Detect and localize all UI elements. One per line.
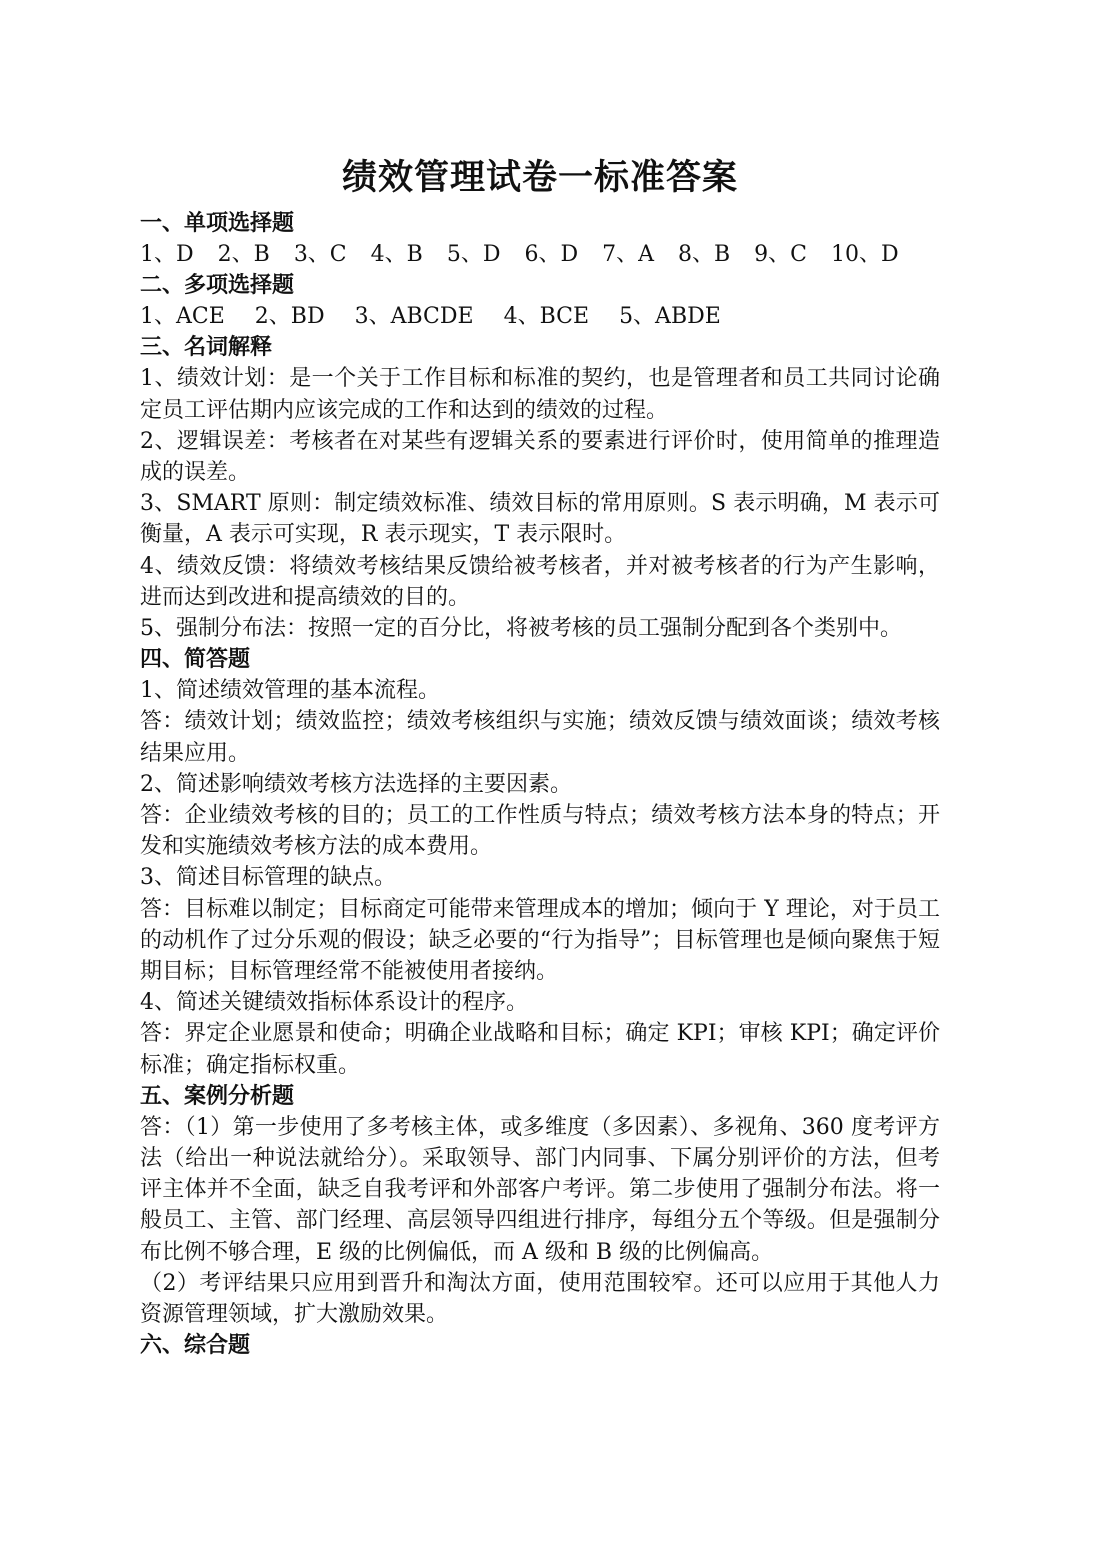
answer-text: 答：企业绩效考核的目的；员工的工作性质与特点；绩效考核方法本身的特点；开发和实施绩效考核方法的成本费用。 [140,803,940,860]
multiple-choice-answers [140,301,940,332]
single-choice-answers [140,239,940,270]
answer-item: 10、D [831,242,899,267]
term-definition: 4、绩效反馈：将绩效考核结果反馈给被考核者，并对被考核者的行为产生影响，进而达到改进和提高绩效的目的。 [140,553,940,610]
answer-item: 1、D [140,242,194,267]
term-definition: 2、逻辑误差：考核者在对某些有逻辑关系的要素进行评价时，使用简单的推理造成的误差。 [140,428,940,485]
question-text: 4、简述关键绩效指标体系设计的程序。 [140,990,528,1016]
term-definition: 1、绩效计划：是一个关于工作目标和标准的契约，也是管理者和员工共同讨论确定员工评估期内应该完成的工作和达到的绩效的过程。 [140,366,940,423]
answer-item: 5、D [446,242,501,267]
answer-text: 答：界定企业愿景和使命；明确企业战略和目标；确定 KPI；审核 KPI；确定评价标准；确定指标权重。 [140,1021,940,1078]
section-heading-single-choice: 一、单项选择题 [140,210,295,236]
answer-item: 4、BCE [503,304,590,330]
case-answer-part-2: （2）考评结果只应用到晋升和淘汰方面，使用范围较窄。还可以应用于其他人力资源管理领域，扩大激励效果。 [140,1270,940,1328]
answer-item: 9、C [754,242,808,267]
answer-item: 3、C [293,242,347,267]
answer-text: 答：目标难以制定；目标商定可能带来管理成本的增加；倾向于 Y 理论，对于员工的动机作了过分乐观的假设；缺乏必要的“行为指导”；目标管理也是倾向聚焦于短期目标；目标管理经常不能被使用者接纳。 [140,896,940,985]
section-heading-short-answer: 四、简答题 [140,646,251,673]
document-title: 绩效管理试卷一标准答案 [341,157,738,198]
section-heading-term-definitions: 三、名词解释 [140,334,273,361]
answer-item: 5、ABDE [619,304,721,330]
term-definition: 5、强制分布法：按照一定的百分比，将被考核的员工强制分配到各个类别中。 [140,616,902,641]
answer-item: 6、D [524,242,579,267]
case-answer-part-1: 答：（1）第一步使用了多考核主体，或多维度（多因素）、多视角、360 度考评方法（给出一种说法就给分）。采取领导、部门内同事、下属分别评价的方法，但考评主体并不全面，缺乏自我考评和外部客户考评。第二步使用了强制分布法。将一般员工、主管、部门经理、高层领导四组进行排序，每组分五个等级。但是强制分布比例不够合理，E 级的比例偏低，而 A 级和 B 级的比例偏高。 [140,1114,940,1265]
section-heading-multiple-choice: 二、多项选择题 [140,272,295,299]
answer-item: 1、ACE [140,304,225,330]
answer-item: 3、ABCDE [354,304,474,330]
question-text: 3、简述目标管理的缺点。 [140,865,396,891]
section-heading-case-analysis: 五、案例分析题 [140,1082,295,1109]
document-page [140,150,940,1361]
section-heading-comprehensive: 六、综合题 [140,1332,251,1359]
answer-text: 答：绩效计划；绩效监控；绩效考核组织与实施；绩效反馈与绩效面谈；绩效考核结果应用。 [140,709,940,766]
answer-item: 8、B [678,242,731,267]
question-text: 1、简述绩效管理的基本流程。 [140,678,440,704]
term-definition: 3、SMART 原则：制定绩效标准、绩效目标的常用原则。S 表示明确，M 表示可衡量，A 表示可实现，R 表示现实，T 表示限时。 [140,491,940,548]
question-text: 2、简述影响绩效考核方法选择的主要因素。 [140,771,572,797]
answer-item: 7、A [602,242,654,267]
answer-item: 4、B [370,242,423,267]
answer-item: 2、B [217,242,270,267]
answer-item: 2、BD [254,304,325,330]
